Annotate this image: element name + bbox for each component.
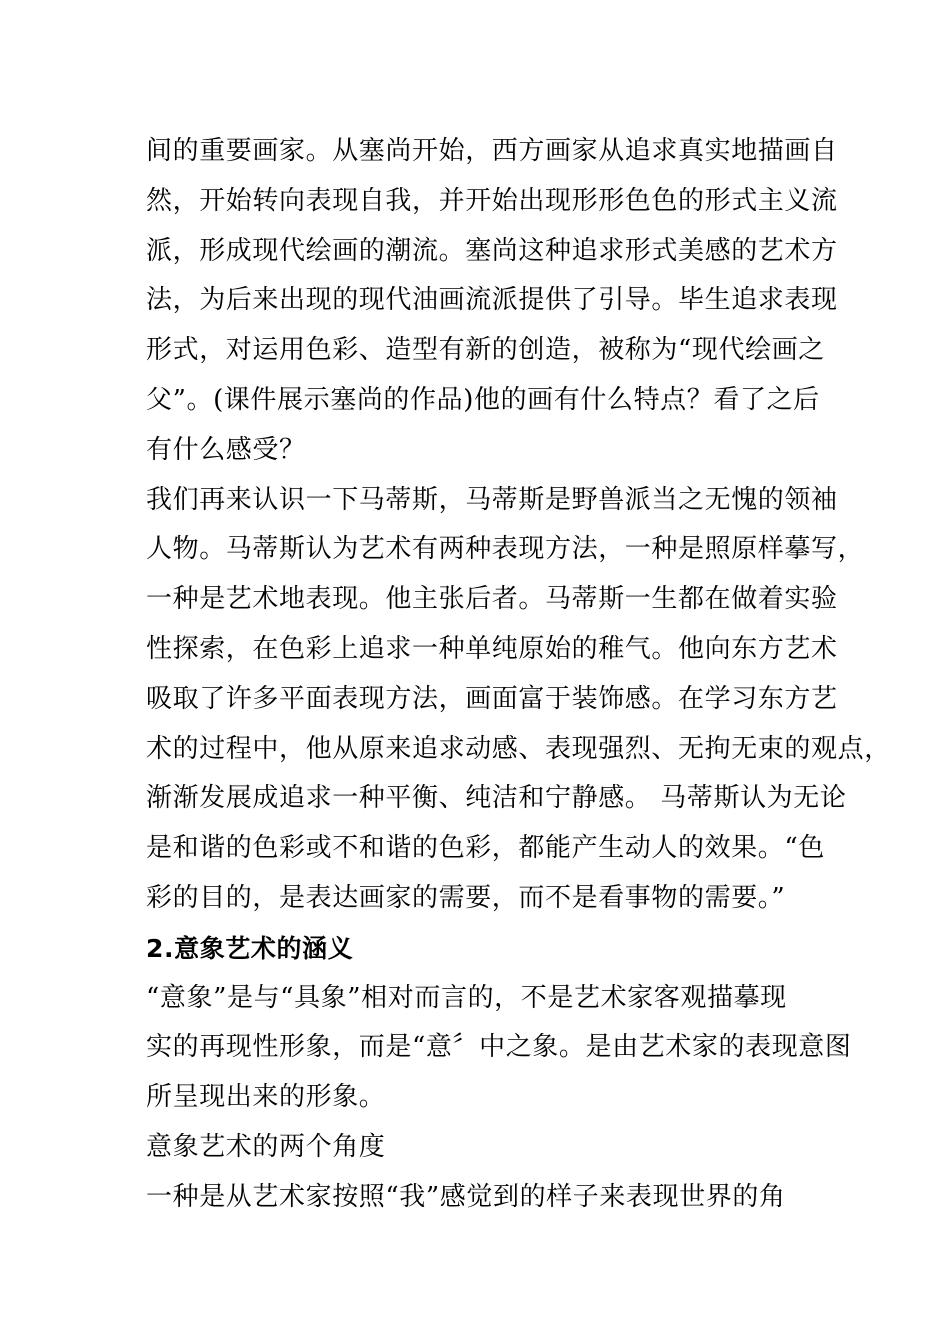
text-line: 派，形成现代绘画的潮流。塞尚这种追求形式美感的艺术方 <box>146 235 838 266</box>
text-line: 所呈现出来的形象。 <box>146 1082 386 1113</box>
text-line: 法，为后来出现的现代油画流派提供了引导。毕生追求表现 <box>146 285 838 316</box>
section-heading: 2.意象艺术的涵义 <box>146 933 354 963</box>
text-line: 然，开始转向表现自我，并开始出现形形色色的形式主义流 <box>146 185 838 216</box>
text-line: 是和谐的色彩或不和谐的色彩，都能产生动人的效果。“色 <box>146 833 825 864</box>
document-body <box>146 127 891 1223</box>
text-line: 形式，对运用色彩、造型有新的创造，被称为“现代绘画之 <box>146 335 825 366</box>
text-line: “意象”是与“具象”相对而言的，不是艺术家客观描摹现 <box>146 982 787 1013</box>
text-line: 渐渐发展成追求一种平衡、纯洁和宁静感。 马蒂斯认为无论 <box>146 783 847 814</box>
text-line: 意象艺术的两个角度 <box>146 1131 386 1162</box>
text-line: 间的重要画家。从塞尚开始，西方画家从追求真实地描画自 <box>146 136 838 166</box>
text-line: 人物。马蒂斯认为艺术有两种表现方法，一种是照原样摹写， <box>146 534 865 565</box>
text-line: 实的再现性形象，而是“意〞中之象。是由艺术家的表现意图 <box>146 1032 852 1063</box>
text-line: 吸取了许多平面表现方法，画面富于装饰感。在学习东方艺 <box>146 683 838 714</box>
text-line: 一种是艺术地表现。他主张后者。马蒂斯一生都在做着实验 <box>146 584 838 615</box>
text-line: 一种是从艺术家按照“我”感觉到的样子来表现世界的角 <box>146 1181 786 1212</box>
text-line: 性探索，在色彩上追求一种单纯原始的稚气。他向东方艺术 <box>146 633 838 664</box>
text-line: 彩的目的，是表达画家的需要，而不是看事物的需要。” <box>146 882 786 913</box>
text-line: 有什么感受？ <box>146 434 306 465</box>
text-line: 我们再来认识一下马蒂斯，马蒂斯是野兽派当之无愧的领袖 <box>146 484 838 515</box>
text-line: 术的过程中，他从原来追求动感、表现强烈、无拘无束的观点， <box>146 733 891 764</box>
text-line: 父”。(课件展示塞尚的作品)他的画有什么特点？看了之后 <box>146 384 820 415</box>
